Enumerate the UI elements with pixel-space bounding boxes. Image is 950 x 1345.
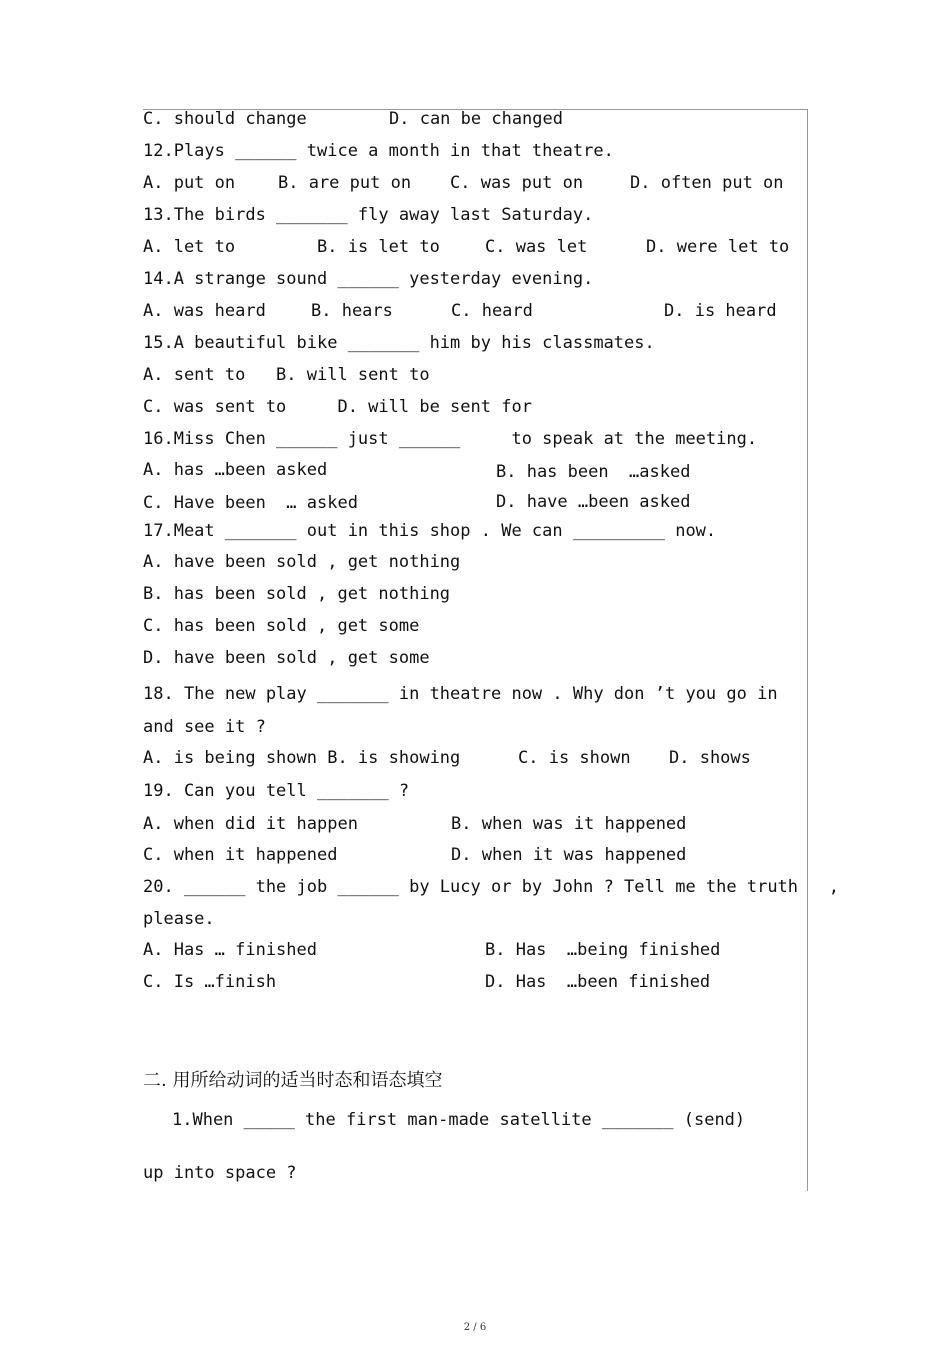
q19-option-d: D. when it was happened <box>451 845 687 865</box>
question-17: 17.Meat _______ out in this shop . We can _________ now. <box>143 521 717 541</box>
q12-option-a: A. put on <box>143 173 236 193</box>
q14-option-c: C. heard <box>451 301 533 321</box>
q17-option-a: A. have been sold , get nothing <box>143 552 461 572</box>
question-14: 14.A strange sound ______ yesterday evening. <box>143 269 594 289</box>
q18-option-ab: A. is being shown B. is showing <box>143 748 461 768</box>
q16-option-b: B. has been …asked <box>496 462 691 482</box>
q13-option-a: A. let to <box>143 237 236 257</box>
q16-option-d: D. have …been asked <box>496 492 691 512</box>
q18-option-d: D. shows <box>669 748 751 768</box>
q16-option-c: C. Have been … asked <box>143 493 358 513</box>
page-frame-right <box>807 109 808 1191</box>
section-2-question-1: 1.When _____ the first man-made satellite _______ (send) <box>172 1110 746 1130</box>
q18-option-c: C. is shown <box>518 748 631 768</box>
q17-option-c: C. has been sold , get some <box>143 616 420 636</box>
question-20: 20. ______ the job ______ by Lucy or by John ? Tell me the truth , <box>143 877 839 897</box>
question-16: 16.Miss Chen ______ just ______ to speak at the meeting. <box>143 429 758 449</box>
q14-option-d: D. is heard <box>664 301 777 321</box>
q12-option-c: C. was put on <box>450 173 584 193</box>
q13-option-c: C. was let <box>485 237 588 257</box>
q15-options-cd: C. was sent to D. will be sent for <box>143 397 532 417</box>
q20-option-b: B. Has …being finished <box>485 940 721 960</box>
q20-option-d: D. Has …been finished <box>485 972 711 992</box>
q14-option-a: A. was heard <box>143 301 266 321</box>
page-number: 2 / 6 <box>463 1322 487 1333</box>
question-18-cont: and see it ? <box>143 717 266 737</box>
question-13: 13.The birds _______ fly away last Saturday. <box>143 205 594 225</box>
q13-option-d: D. were let to <box>646 237 790 257</box>
question-19: 19. Can you tell _______ ? <box>143 781 410 801</box>
q12-option-d: D. often put on <box>630 173 784 193</box>
question-12: 12.Plays ______ twice a month in that theatre. <box>143 141 614 161</box>
q13-option-b: B. is let to <box>317 237 440 257</box>
q12-option-b: B. are put on <box>278 173 412 193</box>
q14-option-b: B. hears <box>311 301 393 321</box>
q17-option-b: B. has been sold , get nothing <box>143 584 451 604</box>
q19-option-b: B. when was it happened <box>451 814 687 834</box>
section-2-question-1-cont: up into space ? <box>143 1163 297 1183</box>
q20-option-c: C. Is …finish <box>143 972 277 992</box>
q11-option-d: D. can be changed <box>389 109 563 129</box>
question-18: 18. The new play _______ in theatre now . Why don ’t you go in <box>143 684 778 704</box>
q20-option-a: A. Has … finished <box>143 940 317 960</box>
q19-option-a: A. when did it happen <box>143 814 358 834</box>
question-15: 15.A beautiful bike _______ him by his classmates. <box>143 333 655 353</box>
question-20-cont: please. <box>143 909 215 929</box>
q17-option-d: D. have been sold , get some <box>143 648 430 668</box>
q16-option-a: A. has …been asked <box>143 460 328 480</box>
section-2-heading: 二. 用所给动词的适当时态和语态填空 <box>143 1070 443 1091</box>
q15-options-ab: A. sent to B. will sent to <box>143 365 430 385</box>
q11-option-c: C. should change <box>143 109 307 129</box>
q19-option-c: C. when it happened <box>143 845 338 865</box>
